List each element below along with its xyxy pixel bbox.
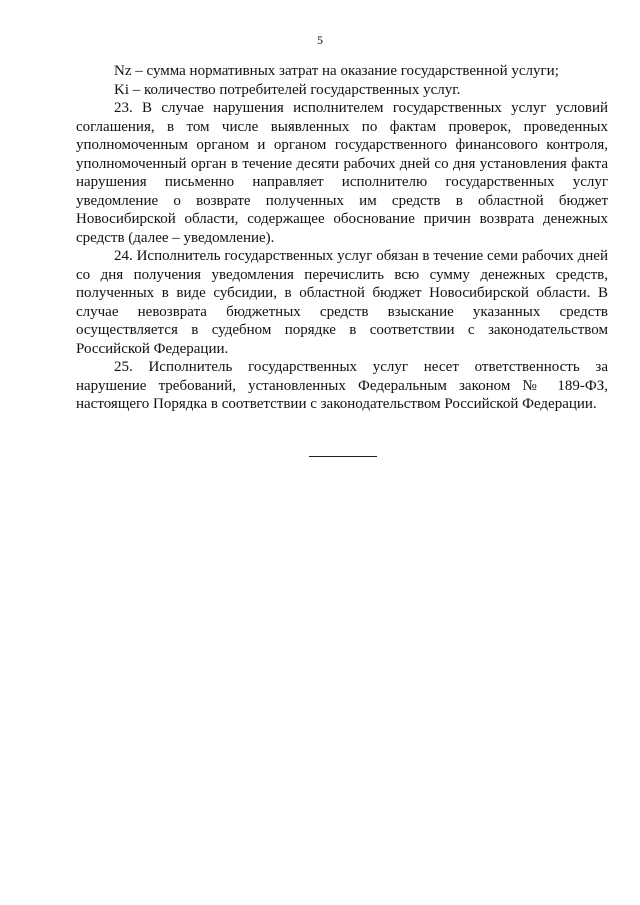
document-body	[76, 62, 608, 414]
paragraph-ki-definition: Ki – количество потребителей государственных услуг.	[114, 81, 461, 98]
paragraph-23: 23. В случае нарушения исполнителем государственных услуг условий соглашения, в том числе выявленных по фактам проверок, проведенных уполномоченным органом и органом государственного финансового контроля, уполномоченный орган в течение десяти рабочих дней со дня установления факта нарушения письменно направляет исполнителю государственных услуг уведомление о возврате полученных им средств в областной бюджет Новосибирской области, содержащее обоснование причин возврата денежных средств (далее – уведомление).	[76, 100, 608, 246]
paragraph-25: 25. Исполнитель государственных услуг несет ответственность за нарушение требований, установленных Федеральным законом № 189-ФЗ, настоящего Порядка в соответствии с законодательством Российской Федерации.	[76, 359, 608, 412]
paragraph-nz-definition: Nz – сумма нормативных затрат на оказание государственной услуги;	[114, 63, 559, 79]
page-number: 5	[317, 33, 323, 47]
paragraph-24: 24. Исполнитель государственных услуг обязан в течение семи рабочих дней со дня получения уведомления перечислить всю сумму денежных средств, полученных в виде субсидии, в областной бюджет Новосибирской области. В случае невозврата бюджетных средств взыскание указанных средств осуществляется в судебном порядке в соответствии с законодательством Российской Федерации.	[76, 248, 608, 357]
end-of-document-rule	[309, 456, 377, 457]
